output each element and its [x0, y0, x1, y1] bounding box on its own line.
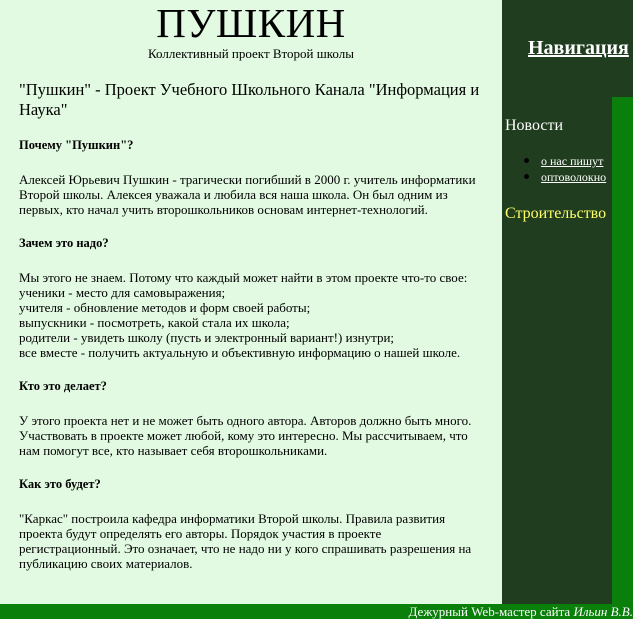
text-line: У этого проекта нет и не может быть одного автора. Авторов должно быть много. [19, 413, 472, 428]
bullet-icon [524, 174, 529, 179]
news-heading: Новости [505, 117, 564, 134]
bullet-icon [524, 158, 529, 163]
text-line: первых, кто начал учить второшкольников основам интернет-технологий. [19, 202, 428, 217]
site-title: ПУШКИН [156, 0, 346, 46]
text-line: Мы этого не знаем. Потому что каждый может найти в этом проекте что-то свое: [19, 270, 468, 285]
text-line: учителя - обновление методов и форм своей работы; [19, 300, 311, 315]
news-link-fiber[interactable]: оптоволокно [541, 170, 607, 184]
sidebar-stripe [612, 97, 633, 604]
section-question-why-pushkin: Почему "Пушкин"? [19, 138, 134, 152]
list-item [502, 169, 606, 185]
page-footer [0, 604, 633, 619]
site-subtitle: Коллективный проект Второй школы [148, 46, 354, 61]
footer-author: Ильин В.В. [573, 604, 633, 619]
section-question-why-needed: Зачем это надо? [19, 236, 109, 250]
footer-text: Дежурный Web-мастер сайта [408, 604, 574, 619]
intro-heading: "Пушкин" - Проект Учебного Школьного Канала "Информация и Наука" [19, 80, 480, 119]
section-answer-why-pushkin [19, 172, 484, 217]
news-list [502, 153, 606, 185]
text-line: Второй школы. Алексея уважала и любила вся наша школа. Он был одним из [19, 187, 448, 202]
section-question-how-it-will-be: Как это будет? [19, 477, 101, 491]
nav-title-link[interactable]: Навигация [528, 37, 629, 59]
text-line: регистрационный. Это означает, что не надо ни у кого спрашивать разрешения на [19, 541, 472, 556]
text-line: "Каркас" построила кафедра информатики Второй школы. Правила развития [19, 511, 446, 526]
text-line: все вместе - получить актуальную и объективную информацию о нашей школе. [19, 345, 461, 360]
section-answer-how-it-will-be [19, 511, 484, 571]
section-question-who-does-it: Кто это делает? [19, 379, 107, 393]
text-line: публикацию своих материалов. [19, 556, 193, 571]
news-link-press[interactable]: о нас пишут [541, 154, 604, 168]
navigation-sidebar [502, 0, 633, 604]
text-line: выпускники - посмотреть, какой стала их школа; [19, 315, 290, 330]
text-line: нам помогут все, кто называет себя второшкольниками. [19, 443, 328, 458]
text-line: Участвовать в проекте может любой, кому это интересно. Мы рассчитываем, что [19, 428, 468, 443]
text-line: родители - увидеть школу (пусть и электронный вариант!) изнутри; [19, 330, 395, 345]
section-answer-who-does-it [19, 413, 484, 458]
text-line: Алексей Юрьевич Пушкин - трагически погибший в 2000 г. учитель информатики [19, 172, 476, 187]
construction-heading: Строительство [505, 205, 607, 222]
text-line: ученики - место для самовыражения; [19, 285, 226, 300]
text-line: проекта будут определять его авторы. Порядок участия в проекте [19, 526, 382, 541]
article [19, 80, 484, 571]
section-answer-why-needed [19, 270, 484, 360]
list-item [502, 153, 606, 169]
